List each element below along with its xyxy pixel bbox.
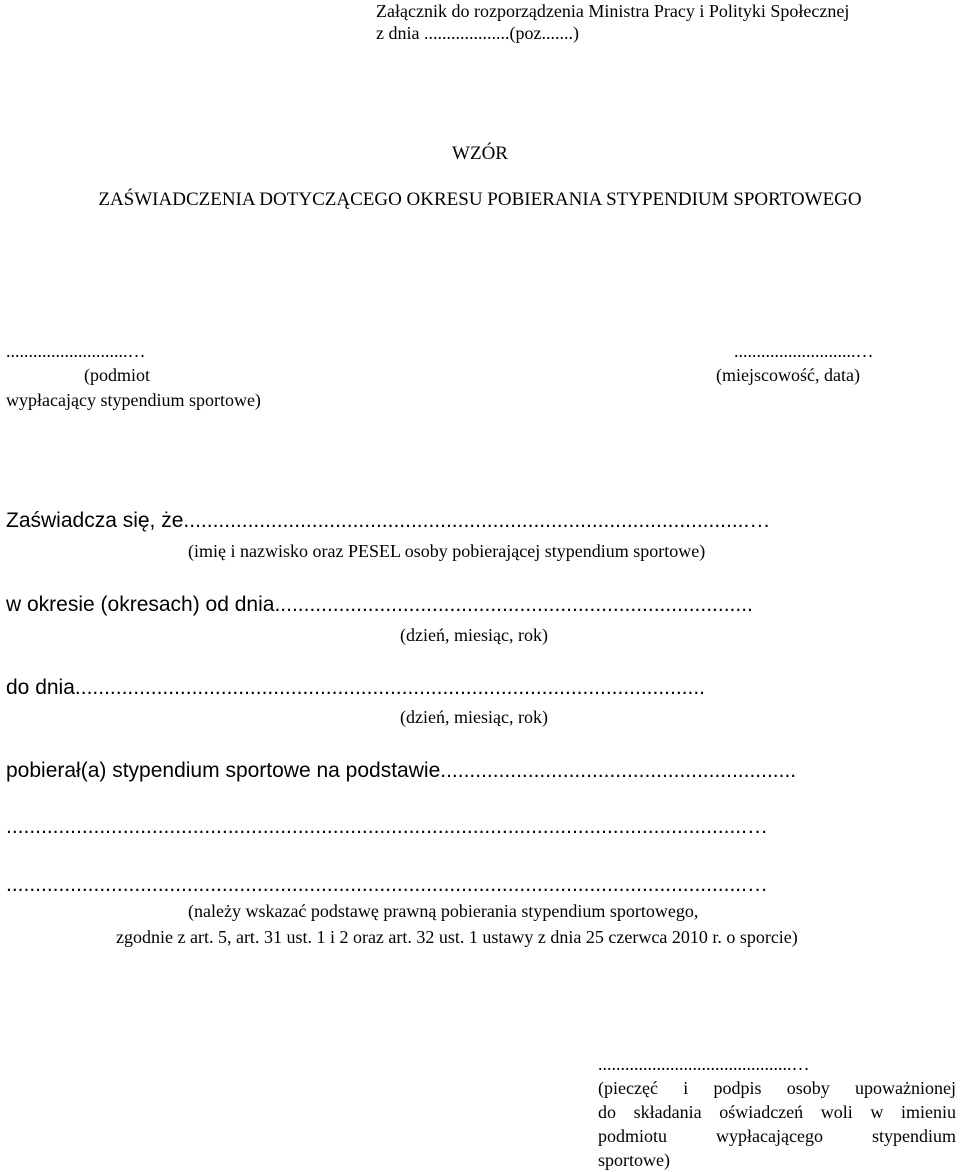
annex-header-line2: z dnia ...................(poz.......): [376, 23, 579, 43]
period-from-caption: (dzień, miesiąc, rok): [400, 625, 548, 645]
basis-line[interactable]: pobierał(a) stypendium sportowe na podstawie.............................................................: [6, 759, 797, 782]
period-to-caption: (dzień, miesiąc, rok): [400, 707, 548, 727]
period-to-line[interactable]: do dnia............................................................................................................: [6, 676, 706, 699]
document-title: ZAŚWIADCZENIA DOTYCZĄCEGO OKRESU POBIERANIA STYPENDIUM SPORTOWEGO: [98, 189, 862, 210]
basis-blank-line-2[interactable]: ...............................................................................................................................…: [6, 873, 768, 896]
signature-blank-field[interactable]: ...........................................…: [598, 1054, 810, 1074]
signature-caption-line4: sportowe): [598, 1150, 670, 1170]
period-from-line[interactable]: w okresie (okresach) od dnia..................................................................................: [6, 593, 753, 616]
issuer-caption-line2: wypłacający stypendium sportowe): [6, 390, 261, 410]
certify-caption: (imię i nazwisko oraz PESEL osoby pobierającej stypendium sportowe): [188, 541, 706, 561]
issuer-blank-field[interactable]: ...........................…: [6, 341, 146, 361]
document-title-wzor: WZÓR: [452, 143, 508, 164]
basis-caption-line1: (należy wskazać podstawę prawną pobierania stypendium sportowego,: [188, 901, 699, 921]
basis-blank-line-1[interactable]: ...............................................................................................................................…: [6, 815, 768, 838]
place-date-blank-field[interactable]: ...........................…: [734, 341, 874, 361]
annex-header-line1: Załącznik do rozporządzenia Ministra Pracy i Polityki Społecznej: [376, 1, 850, 21]
signature-block: [598, 1052, 956, 1172]
issuer-caption-line1: (podmiot: [84, 365, 150, 385]
signature-caption-line2: do składania oświadczeń woli w imieniu: [598, 1102, 956, 1122]
signature-caption-line3: podmiotu wypłacającego stypendium: [598, 1126, 956, 1146]
place-date-caption: (miejscowość, data): [716, 365, 860, 385]
basis-caption-line2: zgodnie z art. 5, art. 31 ust. 1 i 2 oraz art. 32 ust. 1 ustawy z dnia 25 czerwca 2010 r. o sporcie): [116, 927, 798, 947]
signature-caption-line1: (pieczęć i podpis osoby upoważnionej: [598, 1078, 956, 1098]
certify-line[interactable]: Zaświadcza się, że.................................................................................................…: [6, 509, 771, 532]
